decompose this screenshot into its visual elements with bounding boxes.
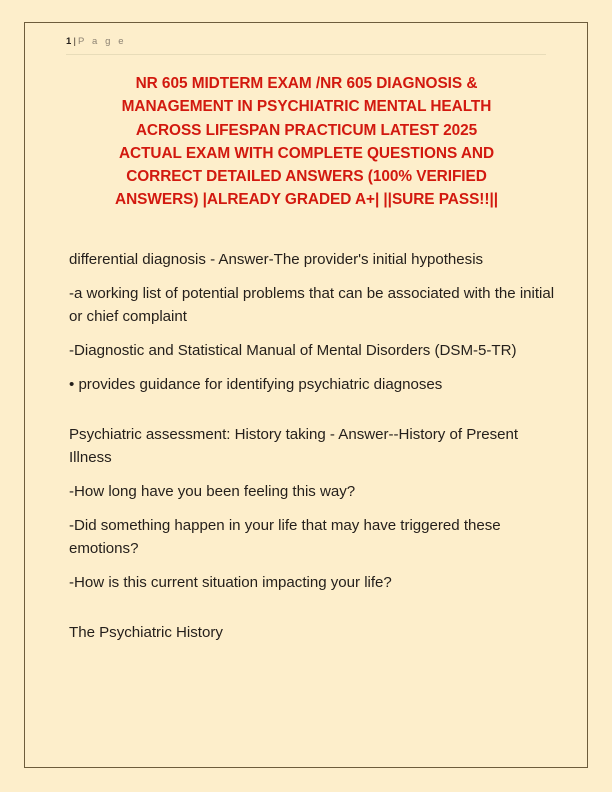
page-content-area	[25, 23, 587, 767]
title-line-6: ANSWERS) |ALREADY GRADED A+| ||SURE PASS!!||	[115, 191, 498, 209]
header-page-number: 1	[66, 36, 72, 47]
body-paragraph: -a working list of potential problems that can be associated with the initial or chief complaint	[69, 284, 555, 326]
body-paragraph: Psychiatric assessment: History taking - Answer--History of Present Illness	[69, 425, 519, 467]
title-line-1: NR 605 MIDTERM EXAM /NR 605 DIAGNOSIS &	[135, 75, 478, 92]
header-page-indicator	[66, 35, 546, 49]
body-paragraph-bullet: • provides guidance for identifying psychiatric diagnoses	[69, 375, 443, 393]
body-paragraph: -Did something happen in your life that may have triggered these emotions?	[69, 516, 501, 558]
header-divider-rule	[66, 54, 546, 55]
body-paragraph: -Diagnostic and Statistical Manual of Mental Disorders (DSM-5-TR)	[69, 342, 517, 360]
document-body	[69, 248, 563, 644]
body-paragraph: differential diagnosis - Answer-The provider's initial hypothesis	[69, 251, 484, 268]
header-separator: |	[73, 36, 76, 47]
body-paragraph: The Psychiatric History	[69, 623, 223, 641]
title-line-4: ACTUAL EXAM WITH COMPLETE QUESTIONS AND	[118, 144, 495, 162]
title-line-5: CORRECT DETAILED ANSWERS (100% VERIFIED	[126, 168, 487, 186]
body-paragraph: -How is this current situation impacting your life?	[69, 574, 392, 592]
body-paragraph: -How long have you been feeling this way?	[69, 482, 356, 500]
title-line-2: MANAGEMENT IN PSYCHIATRIC MENTAL HEALTH	[121, 98, 492, 116]
header-page-label: P a g e	[77, 36, 127, 47]
title-line-3: ACROSS LIFESPAN PRACTICUM LATEST 2025	[135, 121, 478, 139]
document-title	[63, 72, 550, 212]
running-header	[66, 35, 546, 65]
